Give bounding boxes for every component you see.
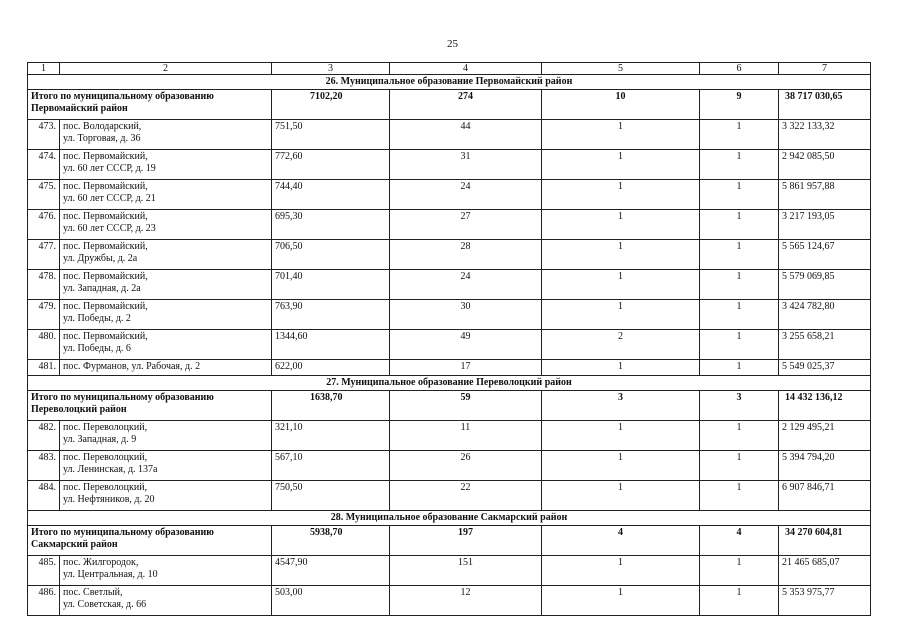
cost-cell: 3 322 133,32 <box>779 120 871 150</box>
col4-cell: 12 <box>390 586 542 616</box>
col6-cell: 1 <box>700 210 779 240</box>
address-line-2: ул. Центральная, д. 10 <box>63 569 158 580</box>
col6-cell: 1 <box>700 421 779 451</box>
col4-cell: 17 <box>390 360 542 376</box>
address-line-2: ул. Победы, д. 6 <box>63 343 131 354</box>
column-header: 1 <box>28 63 60 75</box>
cost-cell: 3 255 658,21 <box>779 330 871 360</box>
address-line-1: пос. Фурманов, ул. Рабочая, д. 2 <box>63 361 201 372</box>
section-title: 26. Муниципальное образование Первомайский район <box>28 75 871 90</box>
cost-cell: 2 942 085,50 <box>779 150 871 180</box>
address-line-2: ул. 60 лет СССР, д. 19 <box>63 163 156 174</box>
row-number: 475. <box>28 180 60 210</box>
total-col6: 4 <box>700 526 779 556</box>
row-number: 484. <box>28 481 60 511</box>
row-number: 483. <box>28 451 60 481</box>
col5-cell: 1 <box>542 210 700 240</box>
address-line-1: пос. Переволоцкий, <box>63 422 148 433</box>
area-cell: 567,10 <box>272 451 390 481</box>
address-cell <box>60 210 272 240</box>
col5-cell: 1 <box>542 180 700 210</box>
col6-cell: 1 <box>700 180 779 210</box>
cost-cell: 5 861 957,88 <box>779 180 871 210</box>
address-line-1: пос. Первомайский, <box>63 271 148 282</box>
cost-cell: 5 549 025,37 <box>779 360 871 376</box>
area-cell: 503,00 <box>272 586 390 616</box>
col5-cell: 1 <box>542 150 700 180</box>
col6-cell: 1 <box>700 451 779 481</box>
total-col4: 274 <box>390 90 542 120</box>
cost-cell: 5 579 069,85 <box>779 270 871 300</box>
area-cell: 772,60 <box>272 150 390 180</box>
address-line-1: пос. Переволоцкий, <box>63 452 148 463</box>
total-col4: 197 <box>390 526 542 556</box>
total-cost: 14 432 136,12 <box>779 391 871 421</box>
address-cell <box>60 360 272 376</box>
total-col5: 10 <box>542 90 700 120</box>
column-header: 7 <box>779 63 871 75</box>
total-cost: 34 270 604,81 <box>779 526 871 556</box>
table-row <box>28 270 871 300</box>
address-line-2: ул. Победы, д. 2 <box>63 313 131 324</box>
col4-cell: 24 <box>390 180 542 210</box>
column-header: 6 <box>700 63 779 75</box>
row-number: 478. <box>28 270 60 300</box>
total-area: 1638,70 <box>272 391 390 421</box>
col5-cell: 1 <box>542 240 700 270</box>
area-cell: 4547,90 <box>272 556 390 586</box>
area-cell: 1344,60 <box>272 330 390 360</box>
cost-cell: 5 565 124,67 <box>779 240 871 270</box>
row-number: 485. <box>28 556 60 586</box>
total-row <box>28 526 871 556</box>
table-row <box>28 586 871 616</box>
area-cell: 750,50 <box>272 481 390 511</box>
total-area: 7102,20 <box>272 90 390 120</box>
column-header: 2 <box>60 63 272 75</box>
address-line-2: ул. Дружбы, д. 2а <box>63 253 138 264</box>
col6-cell: 1 <box>700 120 779 150</box>
address-cell <box>60 586 272 616</box>
section-header-row <box>28 511 871 526</box>
address-line-1: пос. Первомайский, <box>63 331 148 342</box>
address-line-1: пос. Володарский, <box>63 121 142 132</box>
col6-cell: 1 <box>700 556 779 586</box>
table-row <box>28 300 871 330</box>
address-line-1: пос. Первомайский, <box>63 181 148 192</box>
section-title: 27. Муниципальное образование Переволоцкий район <box>28 376 871 391</box>
row-number: 473. <box>28 120 60 150</box>
area-cell: 763,90 <box>272 300 390 330</box>
col5-cell: 1 <box>542 586 700 616</box>
col6-cell: 1 <box>700 150 779 180</box>
col4-cell: 24 <box>390 270 542 300</box>
table-row <box>28 330 871 360</box>
row-number: 486. <box>28 586 60 616</box>
area-cell: 622,00 <box>272 360 390 376</box>
total-col4: 59 <box>390 391 542 421</box>
address-cell <box>60 120 272 150</box>
col5-cell: 1 <box>542 360 700 376</box>
cost-cell: 5 394 794,20 <box>779 451 871 481</box>
table-row <box>28 481 871 511</box>
address-cell <box>60 556 272 586</box>
row-number: 479. <box>28 300 60 330</box>
address-cell <box>60 300 272 330</box>
address-line-1: пос. Жилгородок, <box>63 557 139 568</box>
row-number: 476. <box>28 210 60 240</box>
col5-cell: 1 <box>542 120 700 150</box>
total-area: 5938,70 <box>272 526 390 556</box>
col4-cell: 44 <box>390 120 542 150</box>
address-cell <box>60 451 272 481</box>
column-header-row <box>28 63 871 75</box>
address-cell <box>60 240 272 270</box>
total-col5: 3 <box>542 391 700 421</box>
total-col5: 4 <box>542 526 700 556</box>
address-line-1: пос. Первомайский, <box>63 241 148 252</box>
section-header-row <box>28 376 871 391</box>
housing-table <box>27 62 871 616</box>
address-line-2: ул. Торговая, д. 36 <box>63 133 141 144</box>
address-line-1: пос. Светлый, <box>63 587 123 598</box>
table-body <box>28 63 871 616</box>
column-header: 4 <box>390 63 542 75</box>
address-cell <box>60 150 272 180</box>
page-number: 25 <box>447 38 458 50</box>
address-cell <box>60 421 272 451</box>
total-cost: 38 717 030,65 <box>779 90 871 120</box>
address-line-2: ул. Западная, д. 2а <box>63 283 141 294</box>
col4-cell: 151 <box>390 556 542 586</box>
table-row <box>28 421 871 451</box>
col4-cell: 31 <box>390 150 542 180</box>
row-number: 481. <box>28 360 60 376</box>
area-cell: 701,40 <box>272 270 390 300</box>
col5-cell: 1 <box>542 556 700 586</box>
col6-cell: 1 <box>700 481 779 511</box>
table-row <box>28 120 871 150</box>
row-number: 482. <box>28 421 60 451</box>
table-row <box>28 150 871 180</box>
col4-cell: 30 <box>390 300 542 330</box>
address-line-2: ул. 60 лет СССР, д. 23 <box>63 223 156 234</box>
col4-cell: 49 <box>390 330 542 360</box>
total-label: Итого по муниципальному образованию Сакмарский район <box>28 526 272 556</box>
cost-cell: 5 353 975,77 <box>779 586 871 616</box>
cost-cell: 21 465 685,07 <box>779 556 871 586</box>
column-header: 3 <box>272 63 390 75</box>
table-row <box>28 210 871 240</box>
col4-cell: 26 <box>390 451 542 481</box>
address-line-1: пос. Переволоцкий, <box>63 482 148 493</box>
col6-cell: 1 <box>700 360 779 376</box>
col4-cell: 27 <box>390 210 542 240</box>
address-line-2: ул. 60 лет СССР, д. 21 <box>63 193 156 204</box>
table-row <box>28 240 871 270</box>
col5-cell: 1 <box>542 451 700 481</box>
cost-cell: 3 217 193,05 <box>779 210 871 240</box>
total-label: Итого по муниципальному образованию Переволоцкий район <box>28 391 272 421</box>
cost-cell: 3 424 782,80 <box>779 300 871 330</box>
section-title: 28. Муниципальное образование Сакмарский район <box>28 511 871 526</box>
address-cell <box>60 270 272 300</box>
col5-cell: 2 <box>542 330 700 360</box>
address-line-2: ул. Советская, д. 66 <box>63 599 147 610</box>
row-number: 480. <box>28 330 60 360</box>
total-row <box>28 391 871 421</box>
area-cell: 751,50 <box>272 120 390 150</box>
area-cell: 695,30 <box>272 210 390 240</box>
table-row <box>28 556 871 586</box>
col5-cell: 1 <box>542 270 700 300</box>
cost-cell: 6 907 846,71 <box>779 481 871 511</box>
total-label: Итого по муниципальному образованию Первомайский район <box>28 90 272 120</box>
address-cell <box>60 330 272 360</box>
col4-cell: 28 <box>390 240 542 270</box>
col4-cell: 22 <box>390 481 542 511</box>
col5-cell: 1 <box>542 300 700 330</box>
address-line-1: пос. Первомайский, <box>63 211 148 222</box>
table-row <box>28 451 871 481</box>
cost-cell: 2 129 495,21 <box>779 421 871 451</box>
col6-cell: 1 <box>700 270 779 300</box>
area-cell: 321,10 <box>272 421 390 451</box>
total-row <box>28 90 871 120</box>
address-line-2: ул. Ленинская, д. 137а <box>63 464 158 475</box>
col4-cell: 11 <box>390 421 542 451</box>
column-header: 5 <box>542 63 700 75</box>
total-col6: 9 <box>700 90 779 120</box>
address-line-2: ул. Нефтяников, д. 20 <box>63 494 155 505</box>
area-cell: 706,50 <box>272 240 390 270</box>
col6-cell: 1 <box>700 586 779 616</box>
col6-cell: 1 <box>700 330 779 360</box>
col6-cell: 1 <box>700 300 779 330</box>
address-line-2: ул. Западная, д. 9 <box>63 434 137 445</box>
col5-cell: 1 <box>542 481 700 511</box>
col5-cell: 1 <box>542 421 700 451</box>
table-row <box>28 360 871 376</box>
section-header-row <box>28 75 871 90</box>
row-number: 477. <box>28 240 60 270</box>
address-cell <box>60 481 272 511</box>
address-cell <box>60 180 272 210</box>
col6-cell: 1 <box>700 240 779 270</box>
address-line-1: пос. Первомайский, <box>63 301 148 312</box>
table-row <box>28 180 871 210</box>
total-col6: 3 <box>700 391 779 421</box>
address-line-1: пос. Первомайский, <box>63 151 148 162</box>
area-cell: 744,40 <box>272 180 390 210</box>
row-number: 474. <box>28 150 60 180</box>
